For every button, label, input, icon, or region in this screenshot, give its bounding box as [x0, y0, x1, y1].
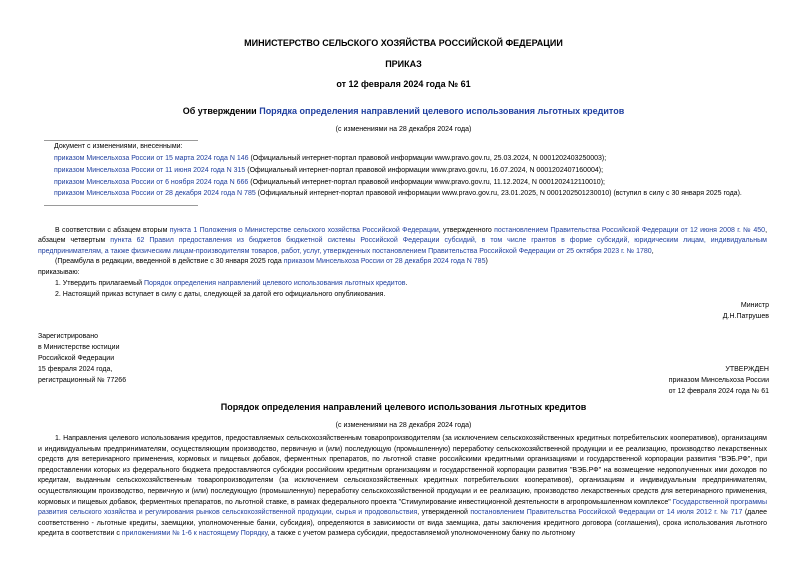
signature-name: Д.Н.Патрушев [722, 313, 769, 320]
doc-type: ПРИКАЗ [385, 59, 422, 69]
registration-line: 15 февраля 2024 года, [38, 366, 113, 373]
amendment-text: (Официальный интернет-портал правовой информации www.pravo.gov.ru, 23.01.2025, N 0001202501230010) (вступил в силу с 30 января 2025 года). [255, 190, 742, 197]
ministry-heading: МИНИСТЕРСТВО СЕЛЬСКОГО ХОЗЯЙСТВА РОССИЙСКОЙ ФЕДЕРАЦИИ [244, 38, 563, 48]
order-point-2: 2. Настоящий приказ вступает в силу с даты, следующей за датой его официального опубликования. [55, 291, 386, 298]
changes-note: (с изменениями на 28 декабря 2024 года) [335, 126, 472, 133]
procedure-link[interactable]: Порядка определения направлений целевого использования льготных кредитов [259, 106, 625, 116]
approval-line: от 12 февраля 2024 года № 61 [668, 388, 769, 395]
signature-position: Министр [740, 302, 769, 309]
doc-date-number: от 12 февраля 2024 года № 61 [336, 79, 471, 89]
amendment-text: (Официальный интернет-портал правовой информации www.pravo.gov.ru, 11.12.2024, N 0001202412110010); [248, 179, 605, 186]
bottom-divider [44, 205, 198, 206]
approval-line: УТВЕРЖДЕН [725, 366, 769, 373]
registration-line: Российской Федерации [38, 355, 115, 362]
section-text: , а также с учетом размера субсидии, предоставляемой уполномоченному банку по льготному [267, 530, 575, 538]
amendment-link[interactable]: приказом Минсельхоза России от 15 марта 2024 года N 146 [54, 155, 249, 162]
order-point-1-prefix: 1. Утвердить прилагаемый [55, 280, 144, 287]
preamble-paragraph [38, 226, 767, 257]
preamble-link[interactable]: пункта 1 Положения о Министерстве сельского хозяйства Российской Федерации [169, 227, 439, 234]
procedure-section-1 [38, 434, 767, 540]
preamble-link[interactable]: постановлением Правительства Российской Федерации от 12 июня 2008 г. № 450 [494, 227, 766, 234]
registration-line: регистрационный № 77266 [38, 377, 127, 384]
section-text: 1. Направления целевого использования кредитов, предоставляемых сельскохозяйственным товаропроизводителям (за исключением сельскохозяйственных кредитных потребительских кооперативов), организациям и индивидуальным предпринимателям, осуществляющим производство, первичную и (или) последующую (промышленную) переработку сельскохозяйственной продукции и ее реализацию, производство лекарственных средств для ветеринарного применения, кормовых и пищевых добавок, ферментных препаратов, по льготной ставке российскими кредитными организациями и государственной корпорации развития "ВЭБ.РФ", при предоставлении которых из федерального бюджета предоставляются субсидии российским кредитным организациям и государственной корпорации развития "ВЭБ.РФ" на возмещение недополученных ими доходов по кредитам, выданным сельскохозяйственным товаропроизводителям (за исключением сельскохозяйственных кредитных потребительских кооперативов), организациям и индивидуальным предпринимателям, осуществляющим производство, первичную и (или) последующую (промышленную) переработку сельскохозяйственной продукции и ее реализацию, производство лекарственных средств для ветеринарного применения, кормовых и пищевых добавок, ферментных препаратов, по льготной ставке, в рамках федерального проекта "Стимулирование инвестиционной деятельности в агропромышленном комплексе" [38, 435, 767, 506]
procedure-title: Порядок определения направлений целевого использования льготных кредитов [220, 402, 587, 412]
order-point-1-suffix: . [405, 280, 408, 287]
section-text: (далее соответственно - льготные кредиты, заемщики, уполномоченные банки, субсидия), определяются в зависимости от вида заемщика, даты заключения кредитного договора (соглашения), срока использования льготного кредита в соответствии с [38, 509, 768, 538]
registration-line: в Министерстве юстиции [38, 344, 120, 351]
amendment-text: (Официальный интернет-портал правовой информации www.pravo.gov.ru, 25.03.2024, N 0001202403250003); [248, 155, 607, 162]
edition-prefix: (Преамбула в редакции, введенной в действие с 30 января 2025 года [55, 258, 284, 265]
approval-line: приказом Минсельхоза России [668, 377, 769, 384]
procedure-changes-note: (с изменениями на 28 декабря 2024 года) [335, 422, 472, 429]
order-point-1-link[interactable]: Порядок определения направлений целевого использования льготных кредитов [143, 280, 406, 287]
amendment-item [54, 165, 603, 177]
amendment-link[interactable]: приказом Минсельхоза России от 28 декабря 2024 года N 785 [54, 190, 256, 197]
orders-word: приказываю: [38, 269, 80, 276]
preamble-edition-note [55, 256, 488, 268]
amendment-text: (Официальный интернет-портал правовой информации www.pravo.gov.ru, 16.07.2024, N 0001202407160004); [245, 167, 604, 174]
preamble-text: , утвержденного [438, 227, 495, 234]
amendments-heading: Документ с изменениями, внесенными: [54, 143, 183, 150]
program-link[interactable]: Государственной программы развития сельского хозяйства и регулирования рынков сельскохозяйственной продукции, сырья и продовольствия [38, 498, 767, 517]
appendix-link[interactable]: приложениями № 1-6 к настоящему Порядку [121, 530, 268, 538]
document-title [0, 106, 807, 116]
preamble-text: , абзацем четвертым [38, 227, 768, 245]
amendment-item [54, 153, 606, 165]
document-title-prefix: Об утверждении [182, 106, 260, 116]
edition-suffix: ) [485, 258, 488, 265]
preamble-link[interactable]: пункта 62 Правил предоставления из бюджетов бюджетной системы Российской Федерации субсидий, в том числе грантов в форме субсидий, юридическим лицам, индивидуальным предпринимателям, а также физическим лицам-производителям товаров, работ, услуг, утвержденных постановлением Правительства Российской Федерации от 25 октября 2023 г. № 1780 [38, 237, 767, 255]
amendment-link[interactable]: приказом Минсельхоза России от 11 июня 2024 года N 315 [54, 167, 246, 174]
section-text: , утвержденной [417, 509, 471, 517]
registration-line: Зарегистрировано [38, 333, 98, 340]
resolution-link[interactable]: постановлением Правительства Российской Федерации от 14 июля 2012 г. № 717 [470, 509, 743, 517]
amendment-item [54, 188, 742, 200]
preamble-text: В соответствии с абзацем вторым [55, 227, 170, 234]
edition-link[interactable]: приказом Минсельхоза России от 28 декабря 2024 года N 785 [283, 258, 486, 265]
amendment-link[interactable]: приказом Минсельхоза России от 6 ноября 2024 года N 666 [54, 179, 249, 186]
preamble-text: , [651, 247, 654, 255]
